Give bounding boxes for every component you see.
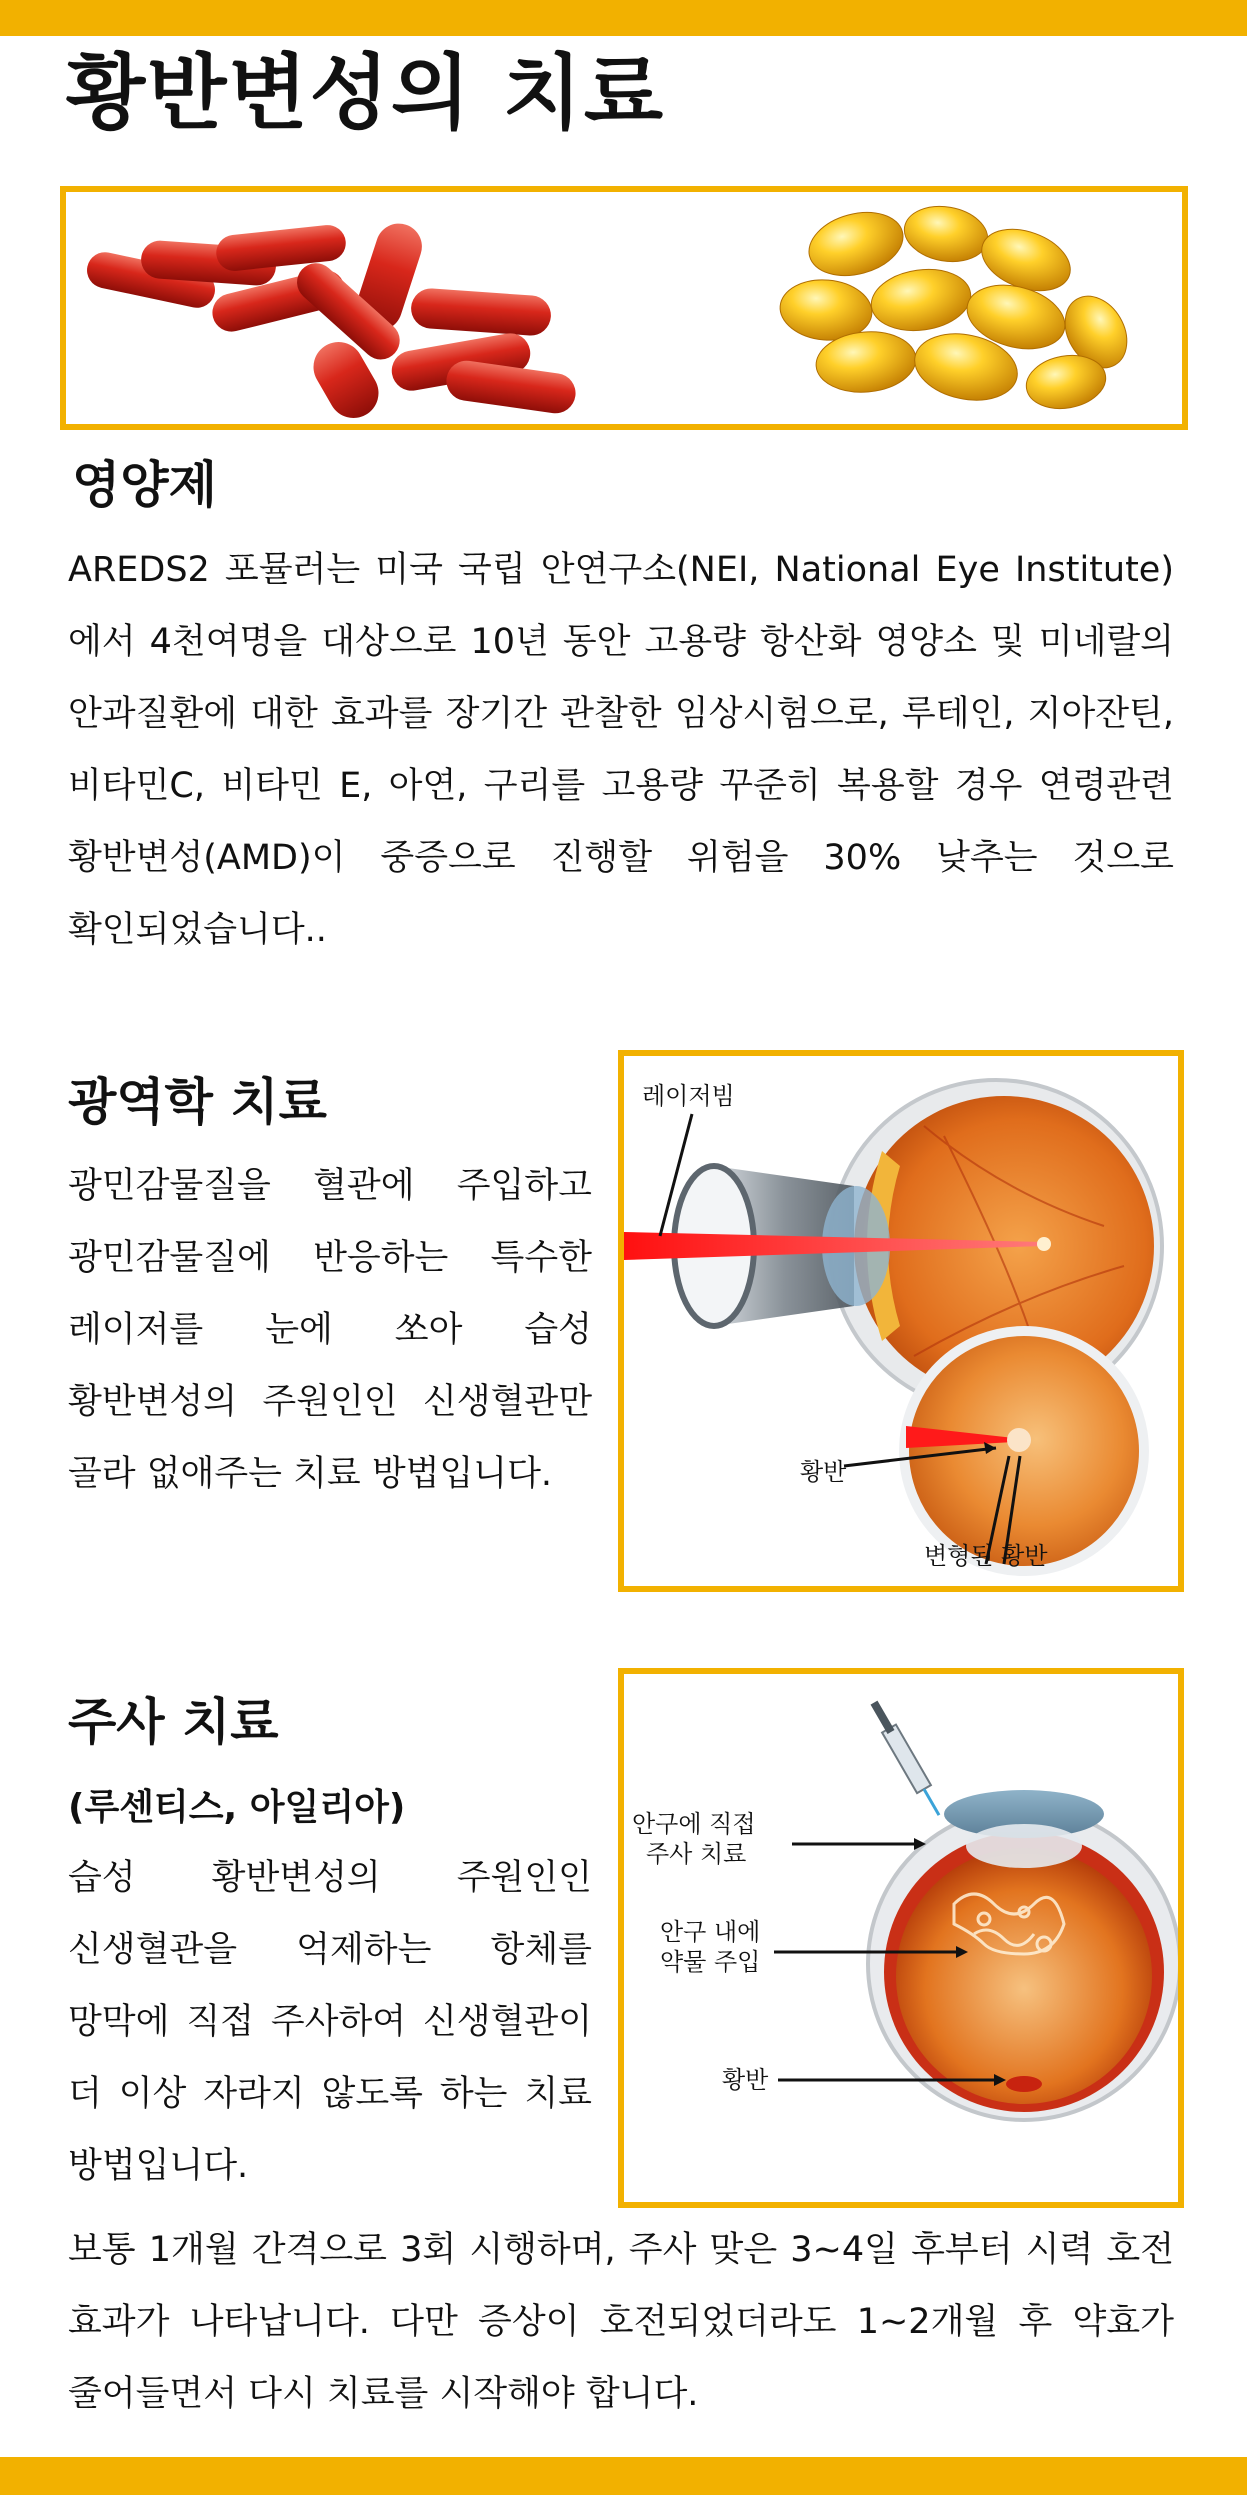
direct-injection-label-line2: 주사 치료: [646, 1840, 747, 1868]
direct-injection-label-line1: 안구에 직접: [632, 1810, 756, 1838]
page-title: 황반변성의 치료: [66, 46, 666, 141]
injection-eye-diagram: [624, 1674, 1178, 2202]
injection-paragraph: 습성 황반변성의 주원인인 신생혈관을 억제하는 항체를 망막에 직접 주사하여 신생혈관이 더 이상 자라지 않도록 하는 치료 방법입니다.: [68, 1858, 592, 2186]
nutrition-heading: 영양제: [72, 456, 217, 514]
nutrition-paragraph: AREDS2 포뮬러는 미국 국립 안연구소(NEI, National Eye Institute)에서 4천여명을 대상으로 10년 동안 고용량 항산화 영양소 및 미네랄의 안과질환에 대한 효과를 장기간 관찰한 임상시험으로, 루테인, 지아잔틴, 비타민C, 비타민 E, 아연, 구리를 고용량 꾸준히 복용할 경우 연령관련 황반변성(AMD)이 중증으로 진행할 위험을 30% 낮추는 것으로 확인되었습니다..: [68, 550, 1174, 950]
pdt-heading: 광역학 치료: [68, 1073, 327, 1131]
macula-label: 황반: [800, 1458, 847, 1486]
gold-softgels: [778, 200, 1140, 414]
drug-injection-label-line2: 약물 주입: [660, 1948, 761, 1976]
drug-injection-label-line1: 안구 내에: [660, 1918, 761, 1946]
supplements-image-frame: [60, 186, 1188, 430]
macula-label-injection: 황반: [722, 2066, 769, 2094]
supplements-illustration: [66, 192, 1182, 424]
top-accent-bar: [0, 0, 1247, 36]
bottom-accent-bar: [0, 2457, 1247, 2495]
deformed-macula-label: 변형된 황반: [924, 1542, 1048, 1570]
injection-illustration-frame: [618, 1668, 1184, 2208]
laser-beam-label: 레이저빔: [642, 1082, 735, 1110]
injection-heading: 주사 치료: [68, 1693, 279, 1751]
pdt-paragraph: 광민감물질을 혈관에 주입하고 광민감물질에 반응하는 특수한 레이저를 눈에 쏘아 습성 황반변성의 주원인인 신생혈관만 골라 없애주는 치료 방법입니다.: [68, 1166, 592, 1494]
injection-subheading: (루센티스, 아일리아): [68, 1787, 406, 1828]
pdt-illustration-frame: [618, 1050, 1184, 1592]
injection-note-paragraph: 보통 1개월 간격으로 3회 시행하며, 주사 맞은 3~4일 후부터 시력 호전 효과가 나타납니다. 다만 증상이 호전되었더라도 1~2개월 후 약효가 줄어들면서 다시 치료를 시작해야 합니다.: [68, 2230, 1174, 2414]
pdt-eye-diagram: [624, 1056, 1178, 1586]
red-capsules: [84, 218, 578, 424]
